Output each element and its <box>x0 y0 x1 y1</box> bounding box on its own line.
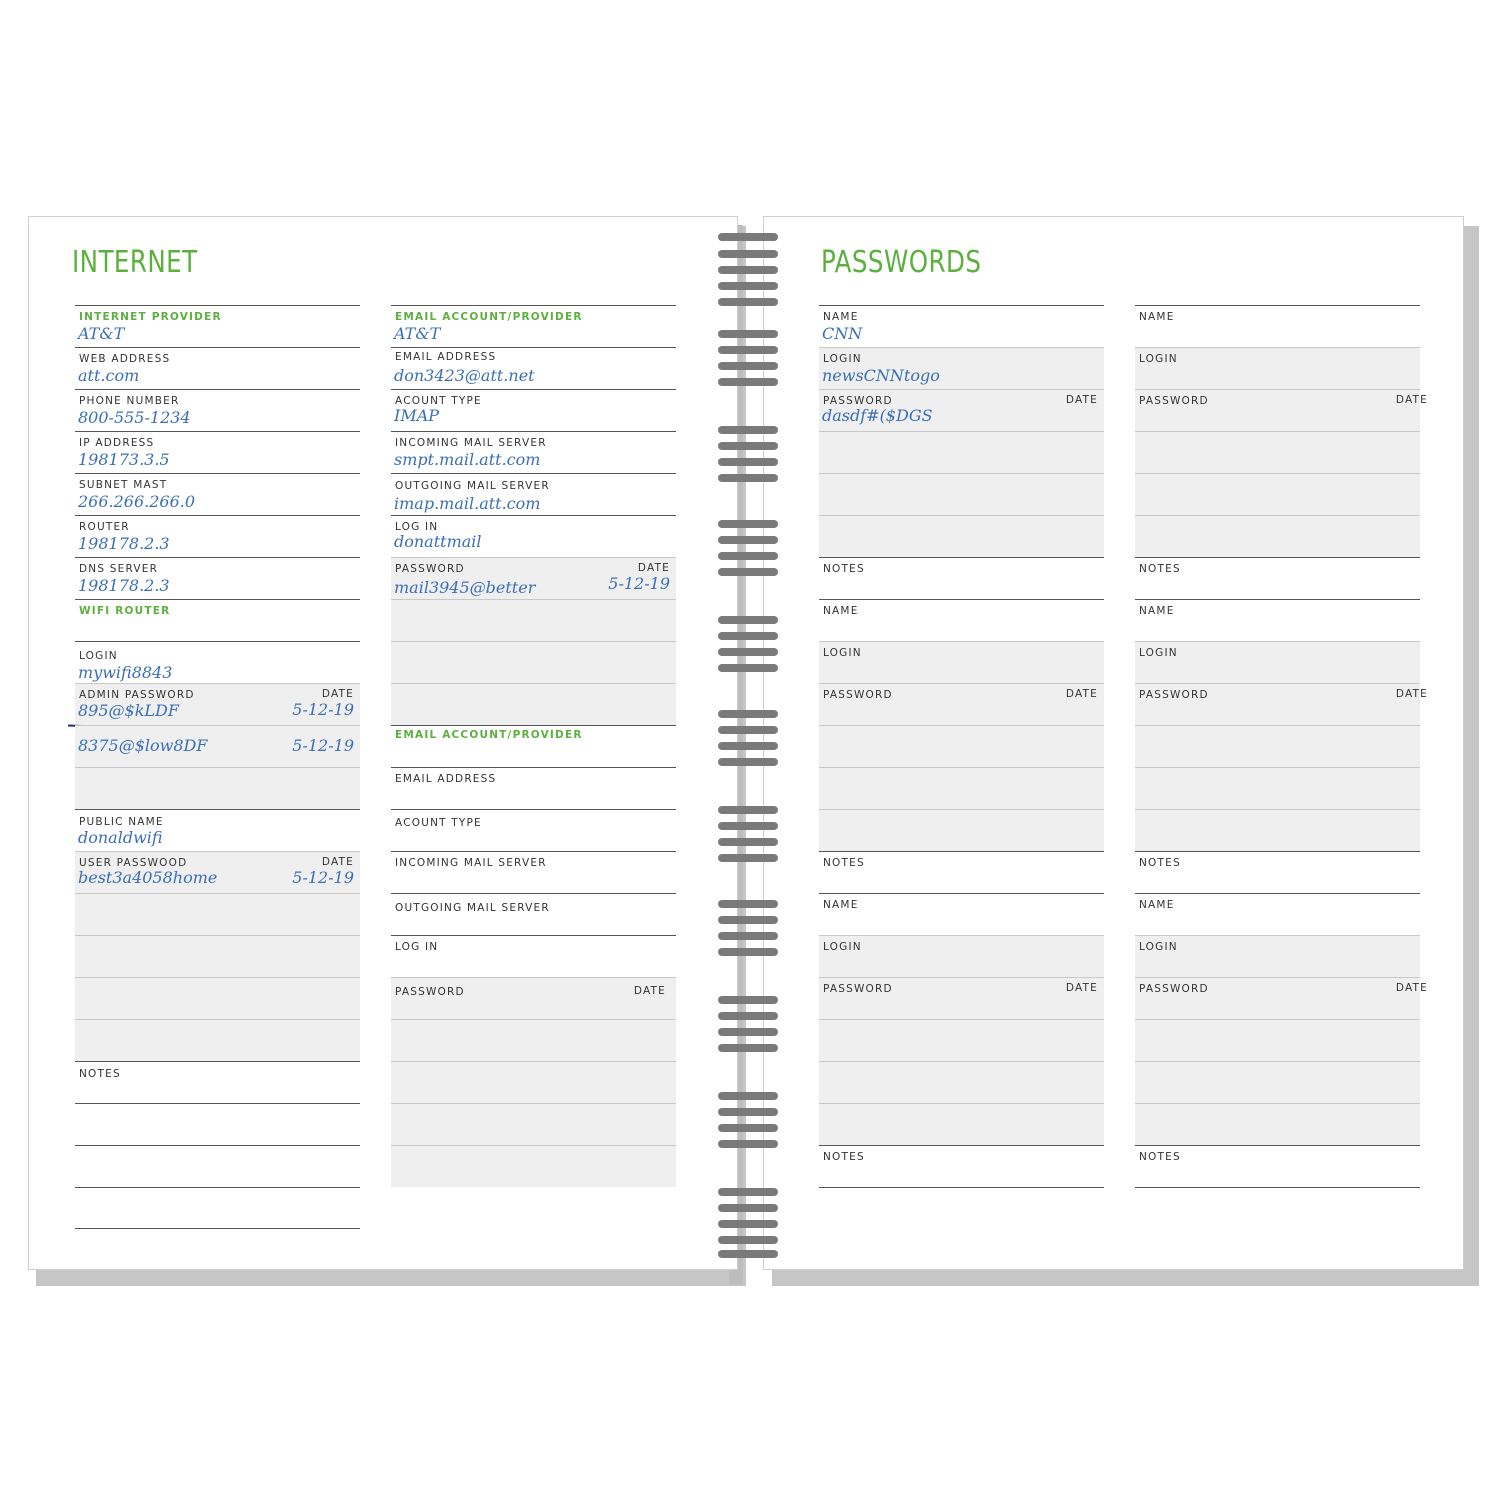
spiral-ring <box>718 298 778 306</box>
field-phone-number[interactable] <box>75 389 360 431</box>
spiral-ring <box>718 346 778 354</box>
field-email-address-1[interactable] <box>391 347 676 389</box>
field-password-2[interactable] <box>819 683 1104 725</box>
spiral-ring <box>718 996 778 1004</box>
field-password-2-blank-1[interactable] <box>391 1019 676 1061</box>
label-password-5: PASSWORD <box>1139 689 1209 701</box>
label-login-4: LOGIN <box>1139 353 1178 365</box>
field-password-blank-1[interactable] <box>819 431 1104 473</box>
page-title-passwords: PASSWORDS <box>821 245 982 280</box>
field-login-1[interactable] <box>391 515 676 557</box>
label-account-type-2: ACOUNT TYPE <box>395 817 482 829</box>
field-admin-password[interactable] <box>75 683 360 725</box>
value-email-provider-1: AT&T <box>394 324 441 343</box>
spiral-ring <box>718 854 778 862</box>
field-admin-password-new[interactable] <box>75 725 360 767</box>
field-notes-3[interactable] <box>819 1145 1104 1187</box>
field-public-name[interactable] <box>75 809 360 851</box>
label-notes-1: NOTES <box>823 563 865 575</box>
field-user-password[interactable] <box>75 851 360 893</box>
label-date-6: DATE <box>1395 982 1428 994</box>
spiral-ring <box>718 726 778 734</box>
field-password-1[interactable] <box>819 389 1104 431</box>
field-name-2[interactable] <box>819 599 1104 641</box>
spiral-ring <box>718 1236 778 1244</box>
spiral-ring <box>718 536 778 544</box>
field-router[interactable] <box>75 515 360 557</box>
field-password-2-blank-2[interactable] <box>391 1061 676 1103</box>
label-subnet: SUBNET MAST <box>79 479 168 491</box>
value-web-address: att.com <box>78 366 140 385</box>
value-account-type-1: IMAP <box>394 406 440 425</box>
internet-column <box>75 305 360 1229</box>
value-wifi-login: mywifi8843 <box>78 663 173 682</box>
field-password-2-blank-3[interactable] <box>391 1103 676 1145</box>
field-password-blank-5[interactable] <box>1135 767 1420 809</box>
label-notes-5: NOTES <box>1139 857 1181 869</box>
spiral-ring <box>718 822 778 830</box>
label-name-1: NAME <box>823 311 859 323</box>
spiral-ring <box>718 900 778 908</box>
value-admin-password-old <box>78 701 179 720</box>
label-login-1: LOGIN <box>823 353 862 365</box>
field-password-blank-6[interactable] <box>1135 1061 1420 1103</box>
label-user-password: USER PASSWOOD <box>79 857 188 869</box>
label-password-3: PASSWORD <box>823 983 893 995</box>
label-admin-date: DATE <box>321 688 354 700</box>
passwords-column-left <box>819 305 1104 1188</box>
label-password-1: PASSWORD <box>823 395 893 407</box>
value-login-1: newsCNNtogo <box>822 366 940 385</box>
label-login-3: LOGIN <box>823 941 862 953</box>
spiral-ring <box>718 330 778 338</box>
label-web-address: WEB ADDRESS <box>79 353 171 365</box>
field-notes-2[interactable] <box>819 851 1104 893</box>
spiral-ring <box>718 1044 778 1052</box>
notes-line-3[interactable] <box>75 1187 360 1229</box>
field-password-blank-1[interactable] <box>819 515 1104 557</box>
value-ip-address: 198173.3.5 <box>78 450 170 469</box>
spiral-ring <box>718 362 778 370</box>
field-password-blank-1[interactable] <box>819 473 1104 515</box>
value-user-date: 5-12-19 <box>292 868 354 887</box>
label-date-5: DATE <box>1395 688 1428 700</box>
field-password-blank-4[interactable] <box>1135 431 1420 473</box>
field-name-3[interactable] <box>819 893 1104 935</box>
label-date-4: DATE <box>1395 394 1428 406</box>
field-account-type-2[interactable] <box>391 809 676 851</box>
left-page <box>28 216 738 1270</box>
spiral-ring <box>718 442 778 450</box>
value-login-1: donattmail <box>394 532 482 551</box>
label-login-1: LOG IN <box>395 521 439 533</box>
spiral-ring <box>718 474 778 482</box>
spiral-ring <box>718 838 778 846</box>
field-password-blank-3[interactable] <box>819 1019 1104 1061</box>
value-subnet: 266.266.266.0 <box>78 492 196 511</box>
field-password-blank-3[interactable] <box>819 1103 1104 1145</box>
spiral-ring <box>718 1204 778 1212</box>
spiral-ring <box>718 758 778 766</box>
field-login-4[interactable] <box>1135 347 1420 389</box>
field-user-password-blank-3[interactable] <box>75 977 360 1019</box>
field-password-2-blank-4[interactable] <box>391 1145 676 1187</box>
field-login-6[interactable] <box>1135 935 1420 977</box>
label-password-1: PASSWORD <box>395 563 465 575</box>
field-password-2[interactable] <box>391 977 676 1019</box>
value-outgoing-server-1: imap.mail.att.com <box>394 494 541 513</box>
spiral-ring <box>718 1092 778 1100</box>
field-web-address[interactable] <box>75 347 360 389</box>
label-date-2: DATE <box>1065 688 1098 700</box>
label-incoming-server-2: INCOMING MAIL SERVER <box>395 857 547 869</box>
field-password-blank-6[interactable] <box>1135 1019 1420 1061</box>
value-phone-number: 800-555-1234 <box>78 408 191 427</box>
label-login-5: LOGIN <box>1139 647 1178 659</box>
field-login-2[interactable] <box>391 935 676 977</box>
spiral-ring <box>718 458 778 466</box>
spiral-ring <box>718 664 778 672</box>
spiral-ring <box>718 282 778 290</box>
spiral-ring <box>718 806 778 814</box>
label-name-5: NAME <box>1139 605 1175 617</box>
spiral-ring <box>718 648 778 656</box>
field-password-blank-2[interactable] <box>819 767 1104 809</box>
field-subnet[interactable] <box>75 473 360 515</box>
field-name-5[interactable] <box>1135 599 1420 641</box>
field-name-4[interactable] <box>1135 305 1420 347</box>
field-wifi-notes[interactable] <box>75 1061 360 1103</box>
page-title-internet: INTERNET <box>72 245 198 280</box>
field-login-5[interactable] <box>1135 641 1420 683</box>
label-login-2: LOGIN <box>823 647 862 659</box>
heading-email-account-2: EMAIL ACCOUNT/PROVIDER <box>395 729 583 741</box>
spiral-ring <box>718 1188 778 1196</box>
value-admin-password-new: 8375@$low8DF <box>78 736 208 755</box>
spiral-ring <box>718 1028 778 1036</box>
label-email-address-2: EMAIL ADDRESS <box>395 773 497 785</box>
value-incoming-server-1: smpt.mail.att.com <box>394 450 541 469</box>
field-internet-provider[interactable] <box>75 305 360 347</box>
spiral-ring <box>718 742 778 750</box>
label-notes-4: NOTES <box>1139 563 1181 575</box>
label-ip-address: IP ADDRESS <box>79 437 155 449</box>
field-email-provider-2[interactable] <box>391 725 676 767</box>
field-password-blank-6[interactable] <box>1135 1103 1420 1145</box>
field-notes-1[interactable] <box>819 557 1104 599</box>
spiral-ring <box>718 568 778 576</box>
field-ip-address[interactable] <box>75 431 360 473</box>
spiral-ring <box>718 916 778 924</box>
value-router: 198178.2.3 <box>78 534 170 553</box>
spiral-ring <box>718 1012 778 1020</box>
label-name-3: NAME <box>823 899 859 911</box>
field-outgoing-server-1[interactable] <box>391 473 676 515</box>
field-password-1[interactable] <box>391 557 676 599</box>
field-user-password-blank-2[interactable] <box>75 935 360 977</box>
field-password-blank-2[interactable] <box>819 809 1104 851</box>
field-login-2[interactable] <box>819 641 1104 683</box>
field-password-1-blank-2[interactable] <box>391 641 676 683</box>
value-password-date-1: 5-12-19 <box>608 574 670 593</box>
field-outgoing-server-2[interactable] <box>391 893 676 935</box>
label-name-4: NAME <box>1139 311 1175 323</box>
value-admin-old-date: 5-12-19 <box>292 700 354 719</box>
spiral-ring <box>718 1108 778 1116</box>
label-date-3: DATE <box>1065 982 1098 994</box>
label-notes-3: NOTES <box>823 1151 865 1163</box>
spiral-ring <box>718 710 778 718</box>
spiral-ring <box>718 266 778 274</box>
spiral-ring <box>718 378 778 386</box>
field-password-1-blank-3[interactable] <box>391 683 676 725</box>
label-dns-server: DNS SERVER <box>79 563 159 575</box>
field-dns-server[interactable] <box>75 557 360 599</box>
field-wifi-login[interactable] <box>75 641 360 683</box>
value-dns-server: 198178.2.3 <box>78 576 170 595</box>
spiral-ring <box>718 1140 778 1148</box>
field-password-blank-5[interactable] <box>1135 809 1420 851</box>
spiral-ring <box>718 932 778 940</box>
field-name-6[interactable] <box>1135 893 1420 935</box>
email-column <box>391 305 676 1187</box>
field-email-provider-1[interactable] <box>391 305 676 347</box>
label-notes-2: NOTES <box>823 857 865 869</box>
notes-line-2[interactable] <box>75 1145 360 1187</box>
spiral-ring <box>718 552 778 560</box>
field-password-3[interactable] <box>819 977 1104 1019</box>
field-password-blank-2[interactable] <box>819 725 1104 767</box>
label-name-6: NAME <box>1139 899 1175 911</box>
label-password-6: PASSWORD <box>1139 983 1209 995</box>
field-notes-4[interactable] <box>1135 557 1420 599</box>
spiral-ring <box>718 632 778 640</box>
label-name-2: NAME <box>823 605 859 617</box>
spiral-ring <box>718 520 778 528</box>
field-password-4[interactable] <box>1135 389 1428 431</box>
old-password-text: 895@$kLDF <box>78 701 179 720</box>
value-public-name: donaldwifi <box>78 828 163 847</box>
label-email-address-1: EMAIL ADDRESS <box>395 351 497 363</box>
field-password-5[interactable] <box>1135 683 1428 725</box>
field-user-password-blank-1[interactable] <box>75 893 360 935</box>
spiral-ring <box>718 1220 778 1228</box>
field-password-blank-5[interactable] <box>1135 725 1420 767</box>
field-account-type-1[interactable] <box>391 389 676 431</box>
wifi-router-heading-row <box>75 599 360 641</box>
field-user-password-blank-4[interactable] <box>75 1019 360 1061</box>
spiral-ring <box>718 426 778 434</box>
label-outgoing-server-2: OUTGOING MAIL SERVER <box>395 902 550 914</box>
label-user-date: DATE <box>321 856 354 868</box>
label-admin-password: ADMIN PASSWORD <box>79 689 195 701</box>
label-date-2: DATE <box>633 985 666 997</box>
field-password-blank-4[interactable] <box>1135 515 1420 557</box>
label-date-1: DATE <box>637 562 670 574</box>
value-internet-provider: AT&T <box>78 324 125 343</box>
closing-rule <box>1135 1187 1420 1188</box>
field-notes-6[interactable] <box>1135 1145 1420 1187</box>
spiral-ring <box>718 233 778 241</box>
value-name-1: CNN <box>822 324 863 343</box>
field-notes-5[interactable] <box>1135 851 1420 893</box>
label-wifi-notes: NOTES <box>79 1068 121 1080</box>
field-admin-password-blank[interactable] <box>75 767 360 809</box>
spiral-ring <box>718 1124 778 1132</box>
spiral-ring <box>718 948 778 956</box>
field-login-3[interactable] <box>819 935 1104 977</box>
field-incoming-server-2[interactable] <box>391 851 676 893</box>
label-password-2: PASSWORD <box>823 689 893 701</box>
right-page <box>763 216 1464 1270</box>
label-router: ROUTER <box>79 521 130 533</box>
spiral-ring <box>718 1250 778 1258</box>
label-public-name: PUBLIC NAME <box>79 816 164 828</box>
label-outgoing-server-1: OUTGOING MAIL SERVER <box>395 480 550 492</box>
label-password-4: PASSWORD <box>1139 395 1209 407</box>
heading-wifi-router: WIFI ROUTER <box>79 605 171 617</box>
value-password-1: dasdf#($DGS <box>822 406 933 425</box>
value-password-1: mail3945@better <box>394 578 536 597</box>
field-login-1[interactable] <box>819 347 1104 389</box>
label-phone-number: PHONE NUMBER <box>79 395 180 407</box>
label-notes-6: NOTES <box>1139 1151 1181 1163</box>
spiral-ring <box>718 250 778 258</box>
label-internet-provider: INTERNET PROVIDER <box>79 311 222 323</box>
notes-line-1[interactable] <box>75 1103 360 1145</box>
field-incoming-server-1[interactable] <box>391 431 676 473</box>
value-user-password: best3a4058home <box>78 868 218 887</box>
field-password-blank-3[interactable] <box>819 1061 1104 1103</box>
label-account-type-1: ACOUNT TYPE <box>395 395 482 407</box>
label-login-2: LOG IN <box>395 941 439 953</box>
label-incoming-server-1: INCOMING MAIL SERVER <box>395 437 547 449</box>
label-password-2: PASSWORD <box>395 986 465 998</box>
field-password-1-blank-1[interactable] <box>391 599 676 641</box>
heading-email-account-1: EMAIL ACCOUNT/PROVIDER <box>395 311 583 323</box>
label-login-6: LOGIN <box>1139 941 1178 953</box>
label-wifi-login: LOGIN <box>79 650 118 662</box>
spiral-ring <box>718 616 778 624</box>
value-email-address-1: don3423@att.net <box>394 366 535 385</box>
label-date-1: DATE <box>1065 394 1098 406</box>
field-name-1[interactable] <box>819 305 1104 347</box>
field-password-blank-4[interactable] <box>1135 473 1420 515</box>
value-admin-new-date: 5-12-19 <box>292 736 354 755</box>
field-email-address-2[interactable] <box>391 767 676 809</box>
closing-rule <box>819 1187 1104 1188</box>
passwords-column-right <box>1135 305 1428 1188</box>
field-password-6[interactable] <box>1135 977 1428 1019</box>
